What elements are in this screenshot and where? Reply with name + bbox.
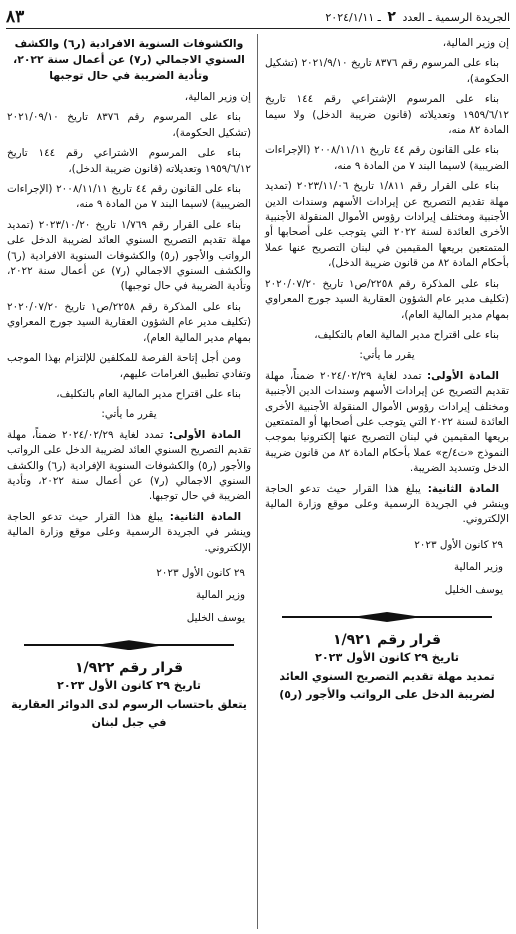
section-divider — [282, 612, 492, 622]
decision-title-continued: والكشوفات السنوية الافرادية (ر٦) والكشف السنوي الاجمالي (ر٧) عن أعمال سنة ٢٠٢٢، وتأدية الضريبة في حال توجبها — [13, 37, 245, 82]
preamble-line: بناء على المرسوم رقم ٨٣٧٦ تاريخ ٢٠٢١/٠٩/١٠ (تشكيل الحكومة)، — [7, 111, 251, 139]
preamble-line: بناء على القرار رقم ١/٧٦٩ تاريخ ٢٠٢٣/١٠/٢٠ (تمديد مهلة تقديم التصريح السنوي العائد لضريبة الدخل على الرواتب والأجور (ر٥) والكشوفات السنوية الافرادية (ر٦) والكشف السنوي الاجمالي (ر٧) عن أعمال سنة ٢٠٢٢، وتأدية الضريبة في حال توجبها) — [7, 218, 251, 293]
signature-role: وزير المالية — [453, 561, 503, 574]
running-head — [325, 9, 510, 28]
decision-date: تاريخ ٢٩ كانون الأول ٢٠٢٣ — [57, 679, 201, 693]
section-divider — [24, 640, 234, 650]
article-1 — [265, 369, 509, 477]
preamble-line: بناء على المرسوم الاشتراعي رقم ١٤٤ تاريخ ١٩٥٩/٦/١٢ وتعديلاته (قانون ضريبة الدخل)، — [7, 147, 251, 175]
page-number: ٨٣ — [6, 7, 25, 27]
article-2 — [265, 482, 509, 528]
preamble-line: بناء على اقتراح مدير المالية العام بالتكليف، — [314, 328, 499, 341]
preamble-line: بناء على القرار رقم ١/٨١١ تاريخ ٢٠٢٣/١١/٠٦ (تمديد مهلة تقديم التصريح عن إيرادات الأسهم وسندات الدين الأجنبية ومختلف إيرادات رؤوس الأموال المنقولة الأجنبية الأخرى العائدة لسنة ٢٠٢٢ التي يتوجب على أصحابها أو المتمتعين بريعها المقيمين في لبنان التصريح عنها عملا بأحكام المادة ٨٢ من قانون ضريبة الدخل)، — [265, 180, 509, 270]
signature-role: وزير المالية — [195, 589, 245, 602]
article-2-text: يبلغ هذا القرار حيث تدعو الحاجة وينشر في الجريدة الرسمية وعلى موقع وزارة المالية الإلكتروني. — [265, 482, 509, 526]
issue-number: ٢ — [387, 9, 396, 25]
decision-date: تاريخ ٢٩ كانون الأول ٢٠٢٣ — [315, 651, 459, 664]
page-header — [6, 6, 510, 29]
preamble-line: إن وزير المالية، — [184, 91, 251, 103]
signature-date: ٢٩ كانون الأول ٢٠٢٣ — [156, 566, 245, 579]
decision-number: قرار رقم ١/٩٢٢ — [75, 660, 183, 677]
article-1-text: تمدد لغاية ٢٠٢٤/٠٢/٢٩ ضمناً، مهلة تقديم التصريح السنوي العائد لضريبة الدخل على الرواتب والأجور (ر٥) والكشوفات السنوية الإفرادية (ر٦) والكشف السنوي الاجمالي (ر٧) عن أعمال سنة ٢٠٢٢، وتأدية الضريبة في حال توجبها. — [7, 428, 252, 503]
gazette-title: الجريدة الرسمية ـ العدد — [402, 11, 510, 24]
article-2-label: المادة الثانية: — [427, 482, 499, 495]
preamble-line: ومن أجل إتاحة الفرصة للمكلفين للإلتزام بهذا الموجب وتفادي تطبيق الغرامات عليهم، — [7, 352, 251, 380]
article-2-text: يبلغ هذا القرار حيث تدعو الحاجة وينشر في الجريدة الرسمية وعلى موقع وزارة المالية الإلكتروني. — [7, 510, 251, 554]
decision-subject: تمديد مهلة تقديم التصريح السنوي العائد لضريبة الدخل على الرواتب والأجور (ر٥) — [279, 670, 495, 701]
decision-subject: يتعلق باحتساب الرسوم لدى الدوائر العقارية في جبل لبنان — [11, 698, 247, 730]
decides-line: يقرر ما يأتي: — [101, 408, 157, 421]
column-divider — [257, 34, 258, 929]
right-column — [265, 36, 509, 709]
signature-date: ٢٩ كانون الأول ٢٠٢٣ — [414, 538, 503, 551]
left-column — [7, 36, 251, 737]
decides-line: يقرر ما يأتي: — [359, 349, 415, 362]
preamble-line: بناء على القانون رقم ٤٤ تاريخ ٢٠٠٨/١١/١١ (الإجراءات الضريبية) لاسيما البند ٧ من المادة ٩ منه، — [7, 183, 251, 211]
article-1 — [7, 428, 251, 505]
decision-number: قرار رقم ١/٩٢١ — [333, 632, 441, 648]
article-2-label: المادة الثانية: — [169, 510, 241, 523]
preamble-line: بناء على المرسوم الإشتراعي رقم ١٤٤ تاريخ ١٩٥٩/٦/١٢ وتعديلاته (قانون ضريبة الدخل) ولا سيما المادة ٨٢ منه، — [265, 93, 509, 137]
preamble-line: إن وزير المالية، — [442, 37, 509, 49]
preamble-line: بناء على المذكرة رقم ٢٢٥٨/ص١ تاريخ ٢٠٢٠/٠٧/٢٠ (تكليف مدير عام الشؤون العقارية السيد جورج المعراوي بمهام مدير المالية العام)، — [265, 277, 509, 321]
article-1-label: المادة الأولى: — [169, 428, 241, 441]
preamble-line: بناء على المرسوم رقم ٨٣٧٦ تاريخ ٢٠٢١/٩/١٠ (تشكيل الحكومة)، — [265, 57, 509, 85]
signature-name: يوسف الخليل — [444, 583, 503, 596]
issue-date: ـ ٢٠٢٤/١/١١ — [325, 11, 381, 24]
preamble-line: بناء على القانون رقم ٤٤ تاريخ ٢٠٠٨/١١/١١ (الإجراءات الضريبية) لاسيما البند ٧ من المادة ٩ منه، — [265, 144, 509, 172]
preamble-line: بناء على المذكرة رقم ٢٢٥٨/ص١ تاريخ ٢٠٢٠/٠٧/٢٠ (تكليف مدير عام الشؤون العقارية السيد جورج المعراوي بمهام مدير المالية العام)، — [7, 300, 251, 344]
article-1-label: المادة الأولى: — [427, 369, 499, 382]
article-1-text: تمدد لغاية ٢٠٢٤/٠٢/٢٩ ضمناً، مهلة تقديم التصريح عن إيرادات الأسهم وسندات الدين الأجنبية ومختلف إيرادات رؤوس الأموال المنقولة الأجنبية الأخرى العائدة لسنة ٢٠٢٢ التي يتوجب على أصحابها أو المتمتعين بريعها المقيمين في لبنان التصريح عنها إلكترونيا بموجب النموذج «ت٤/ج» عملا بأحكام المادة ٨٢ من قانون ضريبة الدخل وتسديد الضريبة. — [265, 369, 509, 475]
article-2 — [7, 510, 251, 556]
preamble-line: بناء على اقتراح مدير المالية العام بالتكليف، — [56, 387, 241, 400]
signature-name: يوسف الخليل — [186, 611, 245, 624]
